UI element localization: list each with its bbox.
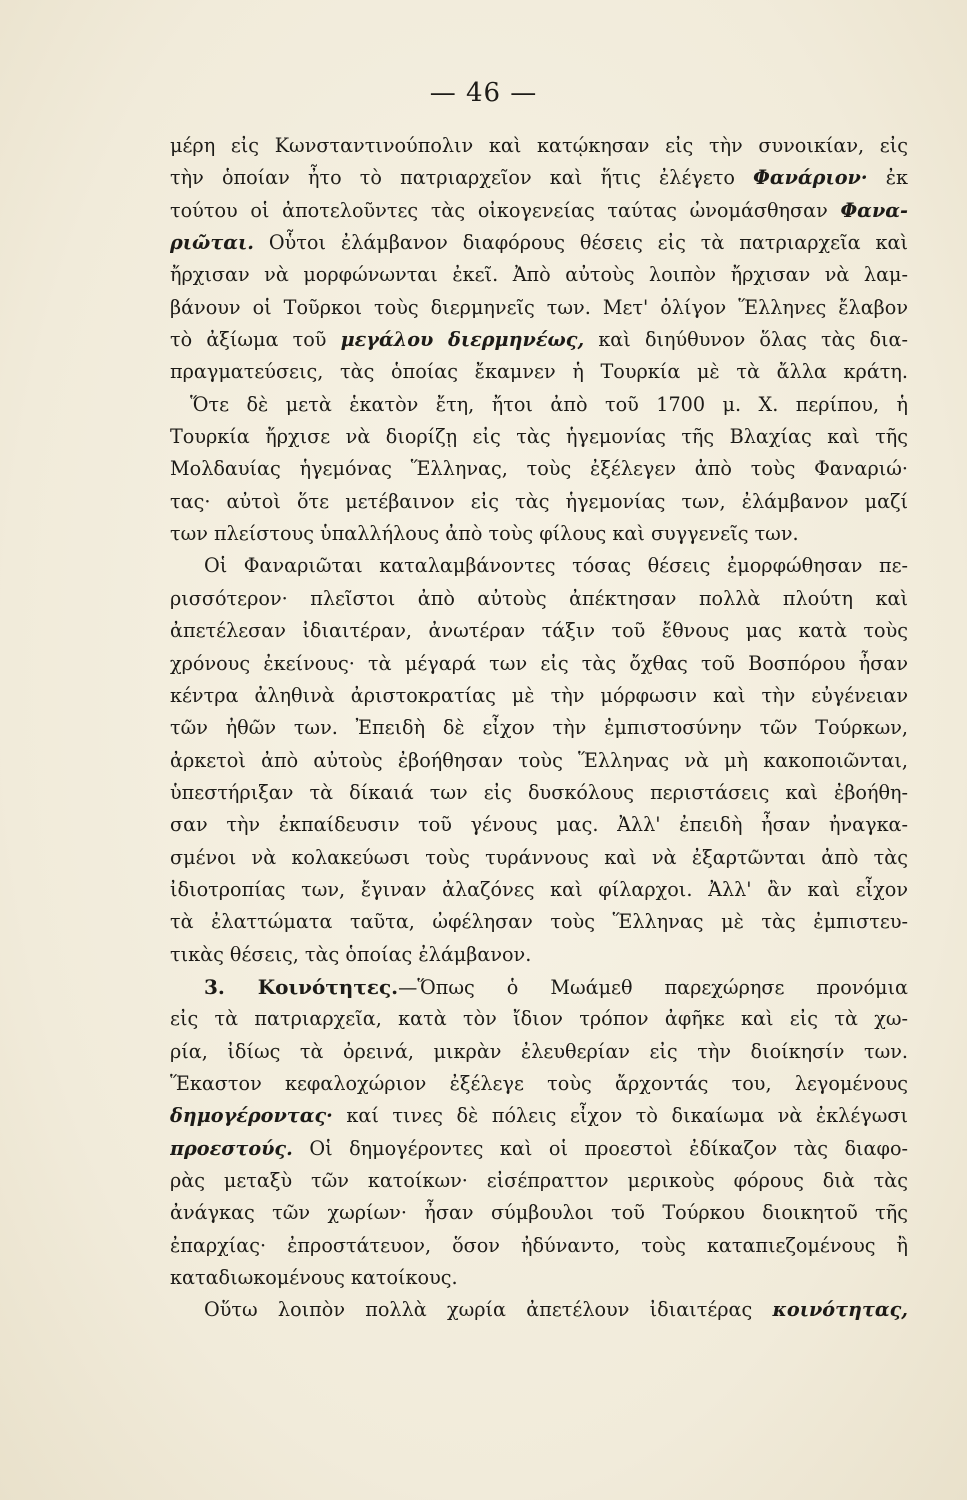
- text-line: τικὰς θέσεις, τὰς ὁποίας ἐλάμβανον.: [170, 942, 532, 966]
- paragraph-start: Οὕτω λοιπὸν πολλὰ χωρία ἀπετέλουν ἰδιαιτέρας κοινότητας,: [204, 1298, 908, 1322]
- text-line: ὑπεστήριξαν τὰ δίκαιά των εἰς δυσκόλους περιστάσεις καὶ ἐβοήθη-: [170, 780, 908, 804]
- text-line: κέντρα ἀληθινὰ ἀριστοκρατίας μὲ τὴν μόρφωσιν καὶ τὴν εὐγένειαν: [170, 683, 908, 707]
- text-line: ρισσότερον· πλεῖστοι ἀπὸ αὐτοὺς ἀπέκτησαν πολλὰ πλούτη καὶ: [170, 586, 908, 610]
- section-heading-line: 3. Κοινότητες.—Ὅπως ὁ Μωάμεθ παρεχώρησε προνόμια: [204, 974, 908, 999]
- text-line: ρὰς μεταξὺ τῶν κατοίκων· εἰσέπραττον μερικοὺς φόρους διὰ τὰς: [170, 1169, 908, 1192]
- text-line: τὸ ἀξίωμα τοῦ μεγάλου διερμηνέως, καὶ διηύθυνον ὅλας τὰς δια-: [170, 328, 908, 352]
- section-heading: 3. Κοινότητες.: [204, 974, 399, 999]
- text-line: ἀπετέλεσαν ἰδιαιτέραν, ἀνωτέραν τάξιν τοῦ ἔθνους μας κατὰ τοὺς: [170, 619, 908, 643]
- page-number: — 46 —: [429, 78, 538, 108]
- text-line: καταδιωκομένους κατοίκους.: [170, 1266, 458, 1290]
- emphasis: κοινότητας,: [772, 1298, 908, 1322]
- text-line: Μολδαυίας ἡγεμόνας Ἕλληνας, τοὺς ἐξέλεγεν ἀπὸ τοὺς Φαναριώ·: [170, 457, 908, 481]
- text-line: τὰ ἐλαττώματα ταῦτα, ὠφέλησαν τοὺς Ἕλληνας μὲ τὰς ἐμπιστευ-: [170, 910, 908, 934]
- text-line: ἰδιοτροπίας των, ἔγιναν ἀλαζόνες καὶ φίλαρχοι. Ἀλλ' ἂν καὶ εἶχον: [170, 877, 908, 901]
- text-line: ἐπαρχίας· ἐπροστάτευον, ὅσον ἠδύναντο, τοὺς καταπιεζομένους ἢ: [170, 1233, 908, 1257]
- text-line: προεστούς. Οἱ δημογέροντες καὶ οἱ προεστοὶ ἐδίκαζον τὰς διαφο-: [170, 1136, 908, 1160]
- emphasis: Φανάριον·: [753, 166, 868, 190]
- text-line: σαν τὴν ἐκπαίδευσιν τοῦ γένους μας. Ἀλλ' ἐπειδὴ ἦσαν ἠναγκα-: [170, 813, 908, 837]
- paragraph-start: Οἱ Φαναριῶται καταλαμβάνοντες τόσας θέσεις ἐμορφώθησαν πε-: [204, 554, 908, 578]
- text-line: σμένοι νὰ κολακεύωσι τοὺς τυράννους καὶ νὰ ἐξαρτῶνται ἀπὸ τὰς: [170, 845, 908, 869]
- text-line: βάνουν οἱ Τοῦρκοι τοὺς διερμηνεῖς των. Μετ' ὀλίγον Ἕλληνες ἔλαβον: [170, 295, 908, 319]
- text-line: δημογέροντας· καί τινες δὲ πόλεις εἶχον τὸ δικαίωμα νὰ ἐκλέγωσι: [170, 1104, 908, 1128]
- text-line: εἰς τὰ πατριαρχεῖα, κατὰ τὸν ἴδιον τρόπον ἀφῆκε καὶ εἰς τὰ χω-: [170, 1007, 908, 1031]
- emphasis: δημογέροντας·: [170, 1104, 333, 1128]
- text-line: Τουρκία ἤρχισε νὰ διορίζῃ εἰς τὰς ἡγεμονίας τῆς Βλαχίας καὶ τῆς: [170, 425, 908, 449]
- text-line: πραγματεύσεις, τὰς ὁποίας ἔκαμνεν ἡ Τουρκία μὲ τὰ ἄλλα κράτη.: [170, 360, 908, 384]
- text-line: τούτου οἱ ἀποτελοῦντες τὰς οἰκογενείας ταύτας ὠνομάσθησαν Φανα-: [170, 198, 908, 222]
- text-line: των πλείστους ὑπαλλήλους ἀπὸ τοὺς φίλους καὶ συγγενεῖς των.: [170, 522, 799, 546]
- text-line: Ὅτε δὲ μετὰ ἑκατὸν ἔτη, ἤτοι ἀπὸ τοῦ 1700 μ. Χ. περίπου, ἡ: [190, 392, 908, 416]
- text-line: μέρη εἰς Κωνσταντινούπολιν καὶ κατῴκησαν εἰς τὴν συνοικίαν, εἰς: [170, 134, 908, 157]
- text-line: τὴν ὁποίαν ἦτο τὸ πατριαρχεῖον καὶ ἥτις ἐλέγετο Φανάριον· ἐκ: [170, 166, 908, 190]
- text-line: ἤρχισαν νὰ μορφώνωνται ἐκεῖ. Ἀπὸ αὐτοὺς λοιπὸν ἤρχισαν νὰ λαμ-: [170, 263, 908, 287]
- text-line: ἀρκετοὶ ἀπὸ αὐτοὺς ἐβοήθησαν τοὺς Ἕλληνας νὰ μὴ κακοποιῶνται,: [170, 748, 908, 772]
- text-line: ριῶται. Οὗτοι ἐλάμβανον διαφόρους θέσεις εἰς τὰ πατριαρχεῖα καὶ: [170, 231, 908, 255]
- emphasis: προεστούς.: [170, 1136, 293, 1160]
- text-line: χρόνους ἐκείνους· τὰ μέγαρά των εἰς τὰς ὄχθας τοῦ Βοσπόρου ἦσαν: [170, 651, 908, 675]
- body-text: [170, 130, 908, 1327]
- emphasis: ριῶται.: [170, 231, 254, 255]
- text-line: τας· αὐτοὶ ὅτε μετέβαινον εἰς τὰς ἡγεμονίας των, ἐλάμβανον μαζί: [170, 489, 908, 513]
- text-line: ἀνάγκας τῶν χωρίων· ἦσαν σύμβουλοι τοῦ Τούρκου διοικητοῦ τῆς: [170, 1201, 908, 1225]
- text-line: Ἕκαστον κεφαλοχώριον ἐξέλεγε τοὺς ἄρχοντάς του, λεγομένους: [170, 1071, 908, 1095]
- emphasis: μεγάλου διερμηνέως,: [340, 328, 585, 352]
- text-line: τῶν ἠθῶν των. Ἐπειδὴ δὲ εἶχον τὴν ἐμπιστοσύνην τῶν Τούρκων,: [170, 716, 908, 740]
- text-line: ρία, ἰδίως τὰ ὀρεινά, μικρὰν ἐλευθερίαν εἰς τὴν διοίκησίν των.: [170, 1039, 908, 1063]
- emphasis: Φανα-: [840, 198, 908, 222]
